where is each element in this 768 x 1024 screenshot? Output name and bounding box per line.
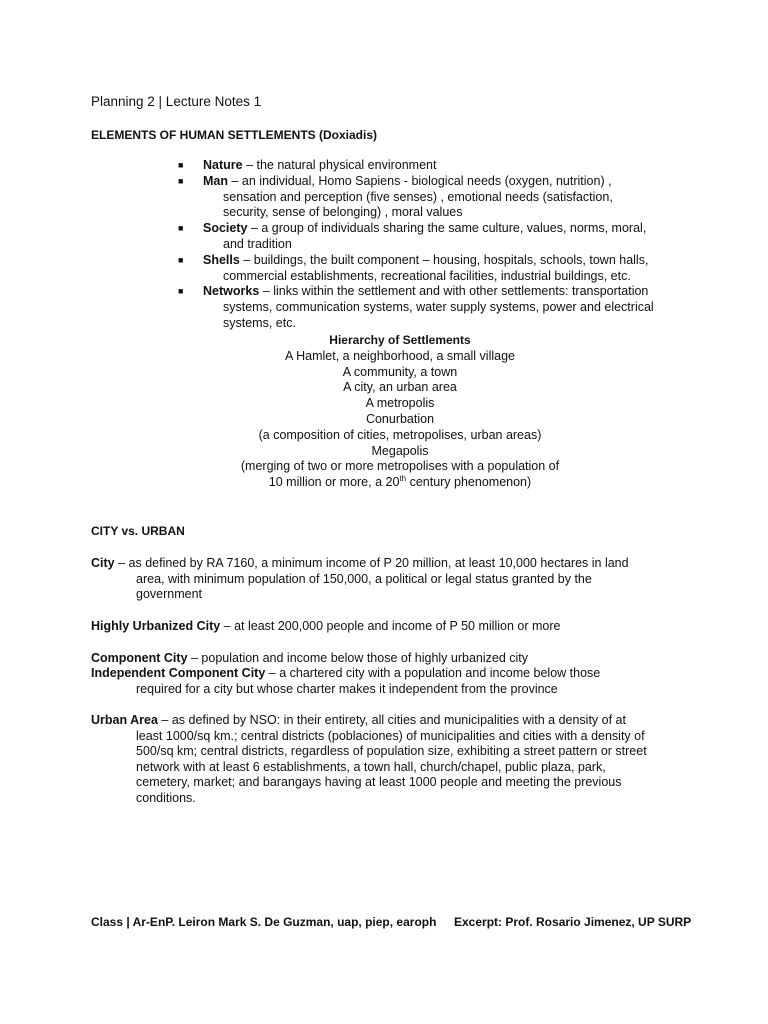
urban-definition (91, 713, 703, 807)
list-item-man (178, 174, 708, 221)
hierarchy-line: A community, a town (342, 364, 458, 379)
term-shells: Shells (203, 252, 240, 267)
term-society: Society (203, 221, 248, 236)
hierarchy-last-b: century phenomenon) (406, 475, 532, 490)
section-title-elements: ELEMENTS OF HUMAN SETTLEMENTS (Doxiadis) (91, 128, 378, 142)
bullet-square-icon: ■ (178, 175, 184, 186)
urban-desc-6: conditions. (136, 790, 196, 805)
term-networks: Networks (203, 284, 260, 299)
man-desc-1: – an individual, Homo Sapiens - biological needs (oxygen, nutrition) , (231, 173, 612, 188)
networks-desc-2: systems, communication systems, water supply systems, power and electrical (223, 300, 654, 315)
urban-desc-1: – as defined by NSO: in their entirety, all cities and municipalities with a density of at (157, 713, 626, 727)
urban-desc-2: least 1000/sq km.; central districts (poblaciones) of municipalities and cities with a density of (136, 728, 645, 743)
term-huc: Highly Urbanized City (91, 619, 221, 633)
hierarchy-line: Conurbation (365, 411, 435, 426)
hierarchy-line: A city, an urban area (343, 380, 457, 395)
hierarchy-line: (a composition of cities, metropolises, urban areas) (258, 427, 542, 442)
hierarchy-line-last (200, 475, 600, 491)
hierarchy-title: Hierarchy of Settlements (329, 333, 471, 347)
list-item-nature (178, 158, 708, 174)
cc-desc: – population and income below those of highly urbanized city (187, 651, 529, 665)
hierarchy-last-a: 10 million or more, a 20 (268, 475, 400, 490)
networks-desc-3: systems, etc. (223, 315, 296, 330)
man-desc-2: sensation and perception (five senses) , emotional needs (satisfaction, (223, 189, 613, 204)
society-desc-1: – a group of individuals sharing the same culture, values, norms, moral, (250, 221, 647, 236)
networks-desc-1: – links within the settlement and with other settlements: transportation (262, 284, 649, 299)
cc-definition (91, 651, 703, 667)
city-desc-2: area, with minimum population of 150,000, a political or legal status granted by the (136, 571, 592, 586)
term-nature: Nature (203, 158, 243, 172)
nature-desc: – the natural physical environment (246, 158, 437, 172)
icc-definition (91, 666, 703, 697)
term-icc: Independent Component City (91, 666, 266, 680)
urban-desc-4: network with at least 6 establishments, a town hall, church/chapel, public plaza, park, (136, 759, 606, 774)
bullet-square-icon: ■ (178, 160, 184, 170)
huc-definition (91, 619, 703, 635)
hierarchy-line: A Hamlet, a neighborhood, a small village (285, 348, 515, 363)
footer-left: Class | Ar-EnP. Leiron Mark S. De Guzman, uap, piep, earoph (91, 915, 437, 929)
shells-desc-1: – buildings, the built component – housing, hospitals, schools, town halls, (243, 252, 649, 267)
page-header: Planning 2 | Lecture Notes 1 (91, 94, 262, 109)
shells-desc-2: commercial establishments, recreational facilities, industrial buildings, etc. (223, 268, 631, 283)
city-desc-3: government (136, 587, 203, 602)
man-desc-3: security, sense of belonging) , moral values (223, 205, 463, 220)
icc-desc-2: required for a city but whose charter makes it independent from the province (136, 681, 558, 696)
term-urban: Urban Area (91, 713, 158, 727)
elements-list (178, 158, 708, 332)
term-cc: Component City (91, 651, 188, 665)
urban-desc-5: cemetery, market; and barangays having at least 1000 people and meeting the previous (136, 775, 622, 790)
city-desc-1: – as defined by RA 7160, a minimum income of P 20 million, at least 10,000 hectares in land (114, 556, 629, 570)
list-item-shells (178, 253, 708, 285)
city-definition (91, 556, 703, 603)
icc-desc-1: – a chartered city with a population and income below those (265, 666, 601, 680)
hierarchy-line: A metropolis (365, 396, 435, 411)
term-man: Man (203, 173, 228, 188)
hierarchy-line: Megapolis (371, 443, 429, 458)
society-desc-2: and tradition (223, 236, 292, 251)
bullet-square-icon: ■ (178, 223, 184, 234)
bullet-square-icon: ■ (178, 254, 184, 265)
page-footer (91, 915, 711, 929)
hierarchy-last-sup: th (399, 474, 407, 484)
huc-desc: – at least 200,000 people and income of P 50 million or more (220, 619, 561, 633)
urban-desc-3: 500/sq km; central districts, regardless of population size, exhibiting a street pattern or street (136, 744, 647, 759)
term-city: City (91, 556, 115, 570)
hierarchy-line: (merging of two or more metropolises with a population of (240, 459, 560, 474)
list-item-networks (178, 284, 708, 331)
hierarchy-block (200, 333, 600, 491)
list-item-society (178, 221, 708, 253)
bullet-square-icon: ■ (178, 286, 184, 297)
footer-right: Excerpt: Prof. Rosario Jimenez, UP SURP (454, 915, 692, 929)
section-title-city-urban: CITY vs. URBAN (91, 524, 185, 538)
